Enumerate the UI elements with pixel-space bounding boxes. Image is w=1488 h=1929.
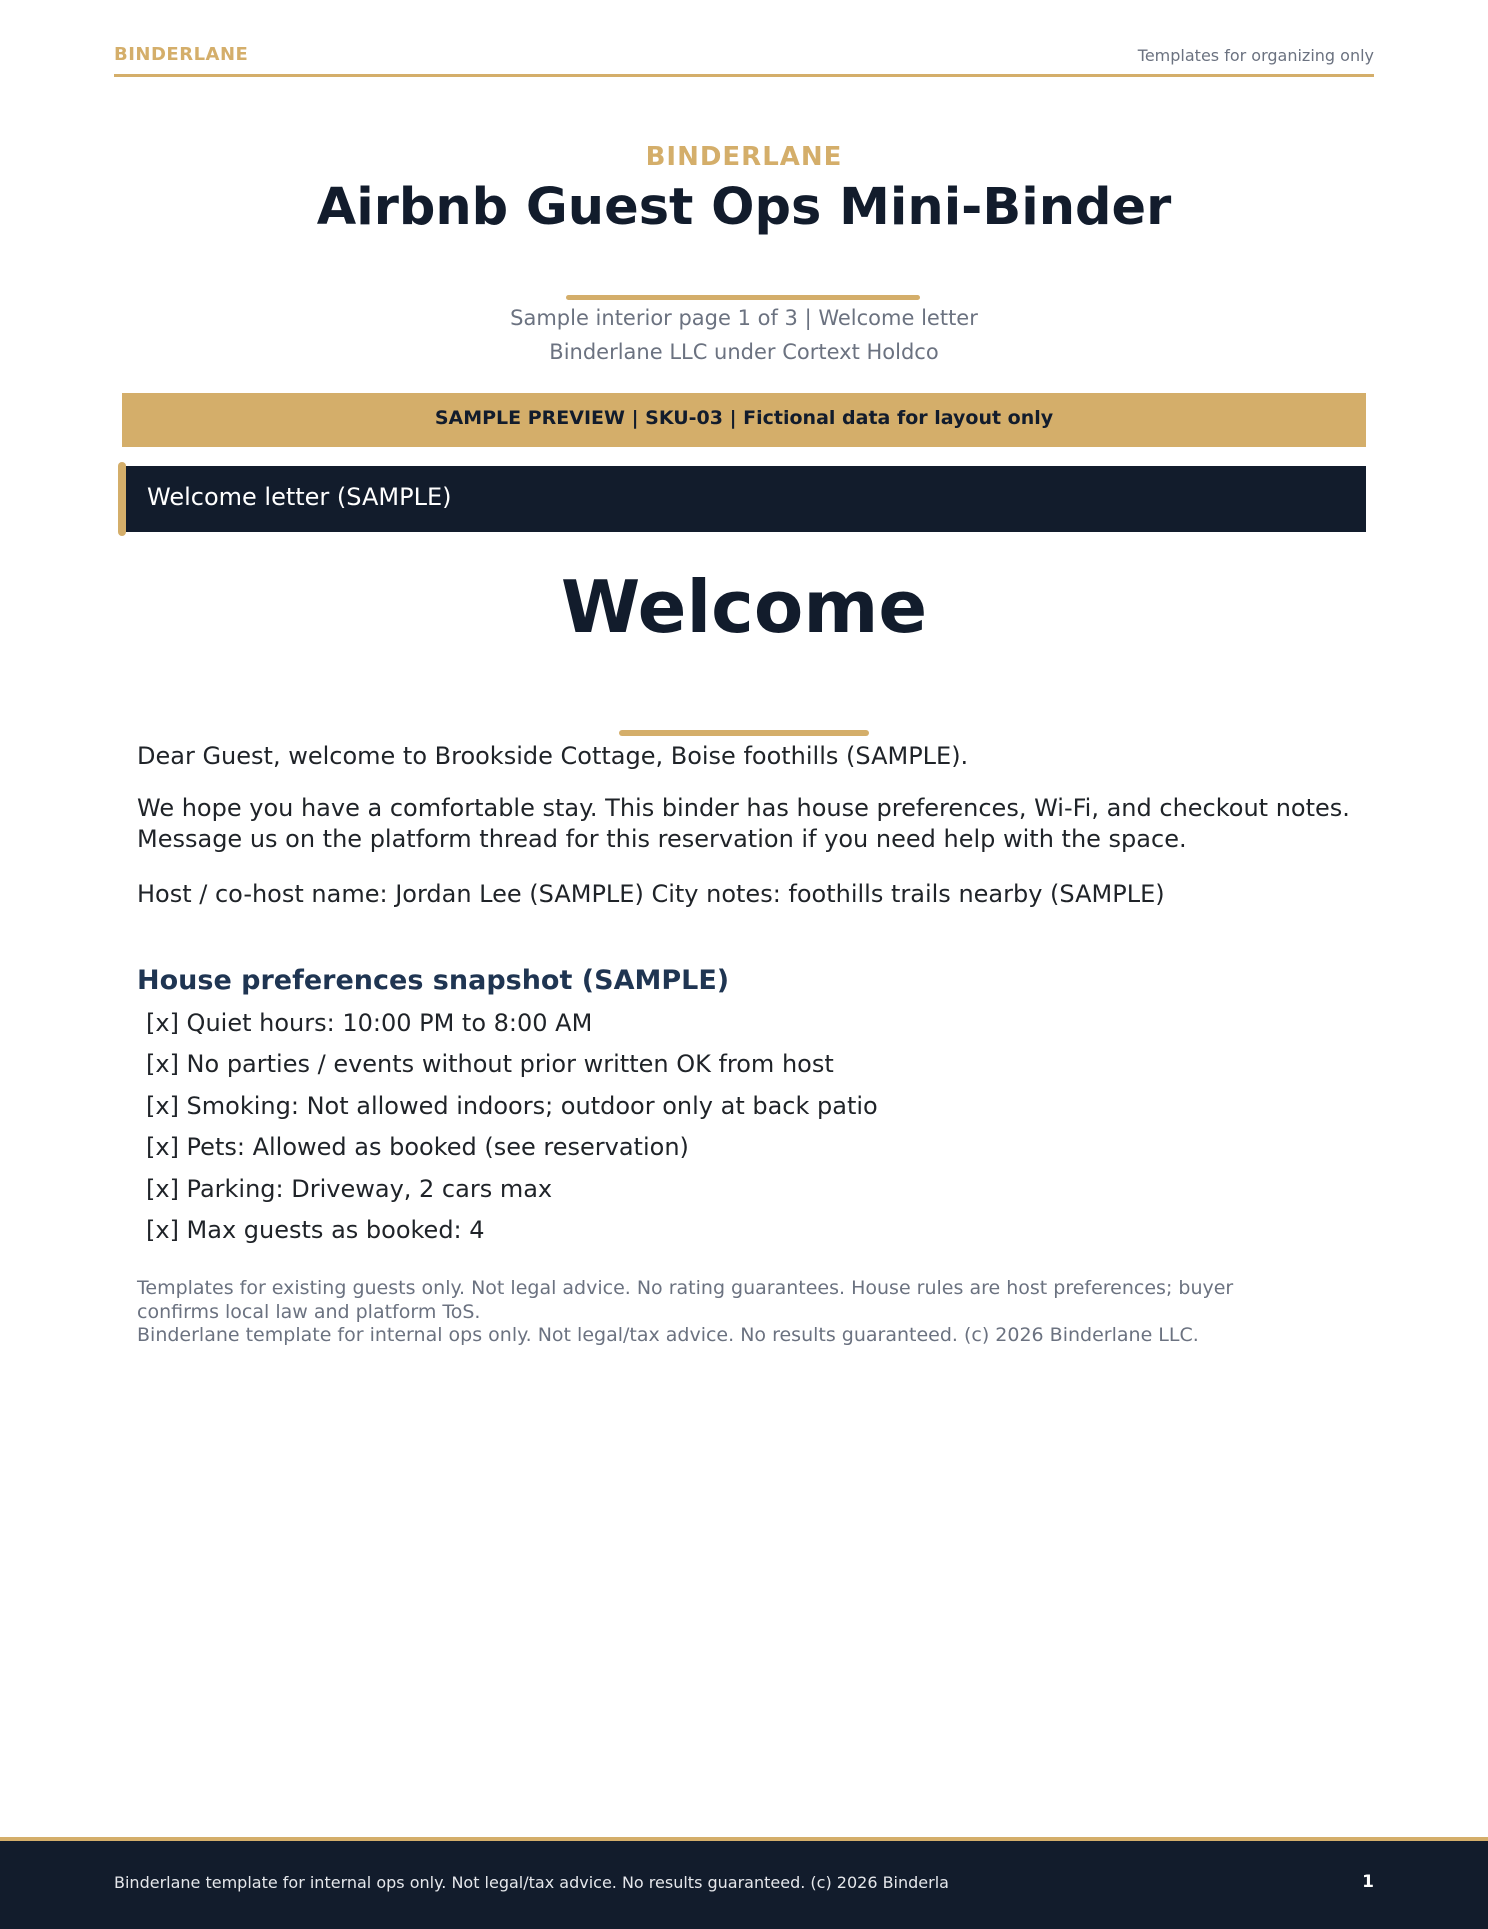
- section-title: Welcome letter (SAMPLE): [147, 483, 452, 511]
- hero-brand: BINDERLANE: [645, 142, 843, 172]
- page-footer: [0, 1837, 1488, 1929]
- document-title: Airbnb Guest Ops Mini-Binder: [316, 178, 1172, 237]
- letter-body: We hope you have a comfortable stay. This binder has house preferences, Wi-Fi, and checkout notes. Message us on the platform thread for this reservation if you need help with the space.: [137, 794, 1350, 853]
- preference-item: [x] No parties / events without prior written OK from host: [146, 1050, 834, 1079]
- header-tagline: Templates for organizing only: [1137, 46, 1374, 65]
- title-divider: [566, 295, 920, 300]
- preferences-list: [146, 1008, 878, 1256]
- page-number: 1: [1362, 1872, 1374, 1892]
- disclaimer-line: Binderlane template for internal ops only. Not legal/tax advice. No results guaranteed. (c) 2026 Binderlane LLC.: [137, 1324, 1199, 1346]
- letter-greeting: Dear Guest, welcome to Brookside Cottage, Boise foothills (SAMPLE).: [137, 742, 969, 770]
- header-brand: BINDERLANE: [114, 44, 249, 65]
- footer-text: Binderlane template for internal ops only. Not legal/tax advice. No results guaranteed. (c) 2026 Binderla: [114, 1873, 949, 1892]
- preference-item: [x] Pets: Allowed as booked (see reservation): [146, 1133, 689, 1162]
- welcome-heading: Welcome: [560, 565, 928, 649]
- document-subtitle: Sample interior page 1 of 3 | Welcome letter: [510, 306, 978, 330]
- page-header: [114, 44, 1374, 77]
- preferences-heading: House preferences snapshot (SAMPLE): [137, 965, 730, 996]
- sample-preview-banner: SAMPLE PREVIEW | SKU-03 | Fictional data for layout only: [122, 393, 1366, 447]
- disclaimer-line: Templates for existing guests only. Not legal advice. No rating guarantees. House rules are host preferences; buyer confirms local law and platform ToS.: [137, 1277, 1234, 1323]
- preference-item: [x] Smoking: Not allowed indoors; outdoor only at back patio: [146, 1091, 878, 1120]
- welcome-divider: [619, 730, 869, 736]
- document-publisher: Binderlane LLC under Cortext Holdco: [549, 340, 939, 364]
- disclaimer: [137, 1277, 1287, 1348]
- preference-item: [x] Max guests as booked: 4: [146, 1215, 485, 1244]
- preference-item: [x] Parking: Driveway, 2 cars max: [146, 1174, 553, 1203]
- section-accent-stripe: [118, 462, 126, 536]
- preference-item: [x] Quiet hours: 10:00 PM to 8:00 AM: [146, 1009, 593, 1037]
- host-info: Host / co-host name: Jordan Lee (SAMPLE) City notes: foothills trails nearby (SAMPLE): [137, 880, 1165, 908]
